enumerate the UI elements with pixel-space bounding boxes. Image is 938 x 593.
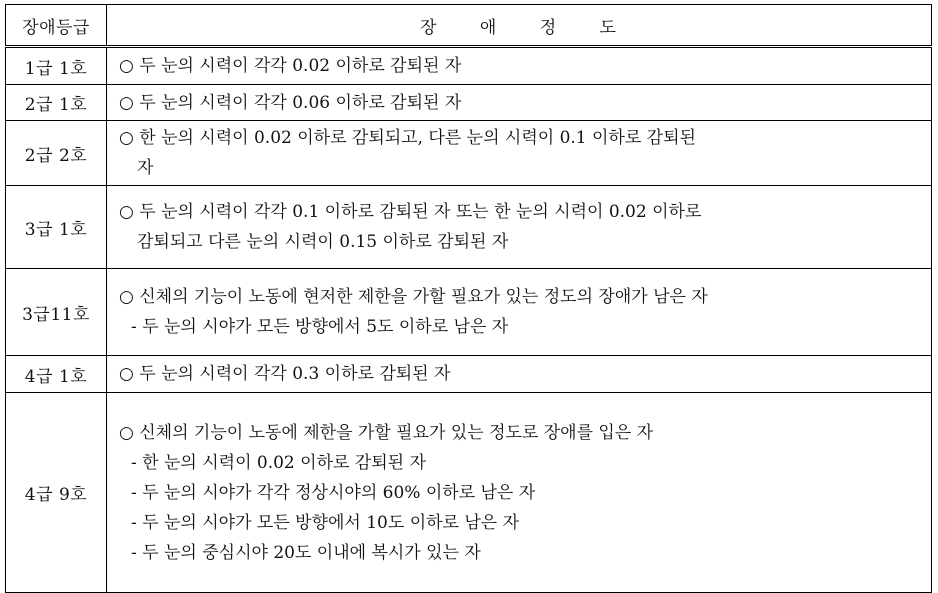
table-header-row (6, 5, 932, 47)
degree-cell (107, 356, 932, 393)
degree-line: 자 (137, 158, 154, 178)
degree-line: 감퇴되고 다른 눈의 시력이 0.15 이하로 감퇴된 자 (137, 232, 509, 252)
table-row (6, 85, 932, 121)
table-row (6, 47, 932, 85)
degree-line: ○ 신체의 기능이 노동에 현저한 제한을 가할 필요가 있는 정도의 장애가 남은 자 (119, 287, 708, 307)
degree-line: - 두 눈의 시야가 모든 방향에서 10도 이하로 남은 자 (131, 512, 520, 533)
grade-cell: 3급11호 (6, 269, 107, 356)
degree-line: ○ 한 눈의 시력이 0.02 이하로 감퇴되고, 다른 눈의 시력이 0.1 이하로 감퇴된 (119, 128, 696, 148)
grade-cell: 4급 9호 (6, 393, 107, 593)
table-row (6, 269, 932, 356)
degree-line: ○ 두 눈의 시력이 각각 0.1 이하로 감퇴된 자 또는 한 눈의 시력이 0.02 이하로 (119, 202, 702, 222)
degree-line: - 두 눈의 중심시야 20도 이내에 복시가 있는 자 (131, 542, 481, 563)
degree-cell (107, 85, 932, 121)
degree-cell (107, 393, 932, 593)
degree-cell (107, 121, 932, 186)
table-row (6, 356, 932, 393)
table-row (6, 393, 932, 593)
degree-line: ○ 신체의 기능이 노동에 제한을 가할 필요가 있는 정도로 장애를 입은 자 (119, 422, 654, 443)
table-row (6, 121, 932, 186)
disability-grade-table (5, 4, 932, 593)
degree-cell (107, 269, 932, 356)
degree-line: - 두 눈의 시야가 모든 방향에서 5도 이하로 남은 자 (131, 317, 509, 337)
grade-cell: 3급 1호 (6, 186, 107, 269)
degree-line: ○ 두 눈의 시력이 각각 0.02 이하로 감퇴된 자 (119, 56, 462, 76)
degree-cell (107, 186, 932, 269)
table-row (6, 186, 932, 269)
degree-cell (107, 47, 932, 85)
degree-line: ○ 두 눈의 시력이 각각 0.3 이하로 감퇴된 자 (119, 364, 451, 384)
degree-line: ○ 두 눈의 시력이 각각 0.06 이하로 감퇴된 자 (119, 92, 462, 113)
grade-cell: 2급 2호 (6, 121, 107, 186)
degree-line: - 두 눈의 시야가 각각 정상시야의 60% 이하로 남은 자 (131, 482, 536, 503)
degree-line: - 한 눈의 시력이 0.02 이하로 감퇴된 자 (131, 452, 426, 473)
header-grade: 장애등급 (6, 5, 107, 47)
header-degree: 장 애 정 도 (107, 5, 932, 47)
grade-cell: 4급 1호 (6, 356, 107, 393)
grade-cell: 2급 1호 (6, 85, 107, 121)
grade-cell: 1급 1호 (6, 47, 107, 85)
